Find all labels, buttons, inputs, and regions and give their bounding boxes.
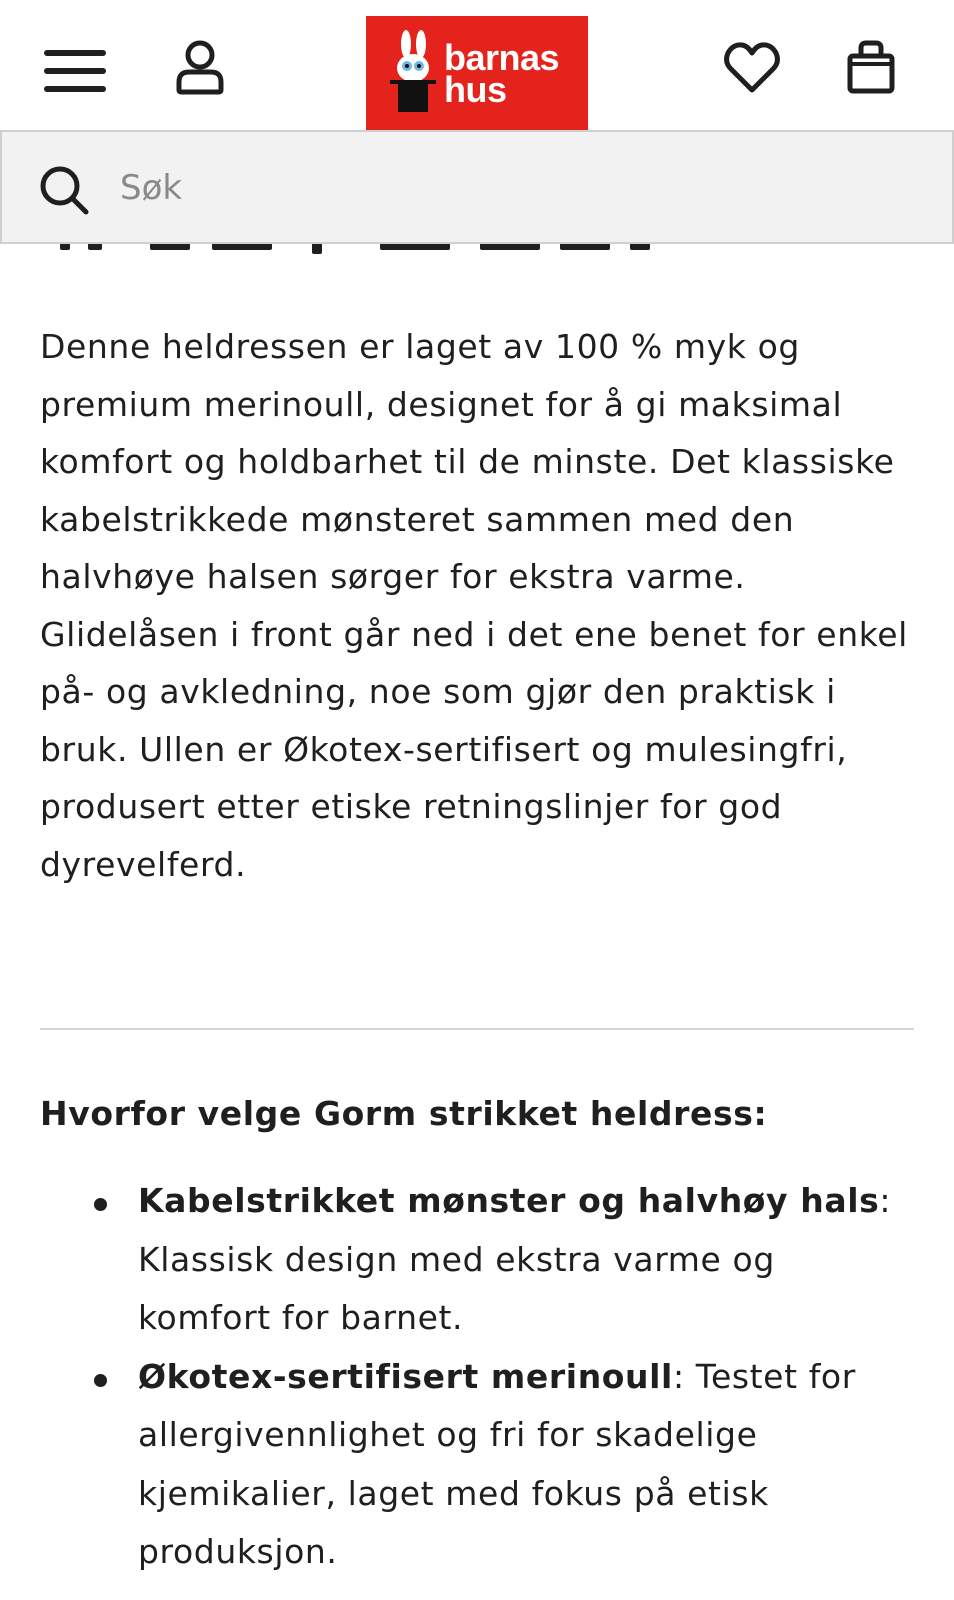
feature-text: Klassisk design med ekstra varme og komfort for barnet. — [138, 1239, 775, 1337]
user-icon[interactable] — [175, 40, 225, 96]
heart-icon[interactable] — [724, 42, 780, 94]
search-bar — [0, 130, 954, 244]
list-item: Økotex-sertifisert merinoull: Testet for allergivennlighet og fri for skadelige kjemikalier, laget med fokus på etisk produksjon. — [0, 1348, 954, 1582]
bullet-icon — [94, 1374, 107, 1387]
search-input[interactable] — [120, 160, 900, 216]
why-choose-heading: Hvorfor velge Gorm strikket heldress: — [40, 1094, 768, 1133]
product-description-section — [40, 318, 920, 893]
feature-list — [0, 1172, 954, 1582]
site-header — [0, 0, 954, 130]
bunny-mascot-icon — [388, 30, 440, 114]
product-description: Denne heldressen er laget av 100 % myk og premium merinoull, designet for å gi maksimal komfort og holdbarhet til de minste. Det klassiske kabelstrikkede mønsteret sammen med den halvhøye halsen sørger for ekstra varme. Glidelåsen i front går ned i det ene benet for enkel på- og avkledning, noe som gjør den praktisk i bruk. Ullen er Økotex-sertifisert og mulesingfri, produsert etter etiske retningslinjer for god dyrevelferd. — [40, 327, 908, 884]
logo-line-2: hus — [444, 69, 507, 110]
feature-title: Økotex-sertifisert merinoull — [138, 1356, 673, 1396]
feature-title: Kabelstrikket mønster og halvhøy hals — [138, 1181, 880, 1220]
logo-line-1: barnas — [444, 37, 560, 78]
feature-text: Testet for allergivennlighet og fri for skadelige kjemikalier, laget med fokus på etisk produksjon. — [138, 1356, 856, 1571]
barnas-hus-logo[interactable] — [366, 16, 588, 130]
menu-icon[interactable] — [44, 46, 106, 96]
logo-text — [444, 37, 560, 110]
search-icon[interactable] — [38, 164, 90, 216]
list-item: Kabelstrikket mønster og halvhøy hals: Klassisk design med ekstra varme og komfort for barnet. — [0, 1172, 954, 1348]
bag-icon[interactable] — [846, 40, 896, 94]
scrolled-text-fragment — [0, 244, 954, 254]
section-divider — [40, 1028, 914, 1030]
bullet-icon — [94, 1198, 107, 1211]
